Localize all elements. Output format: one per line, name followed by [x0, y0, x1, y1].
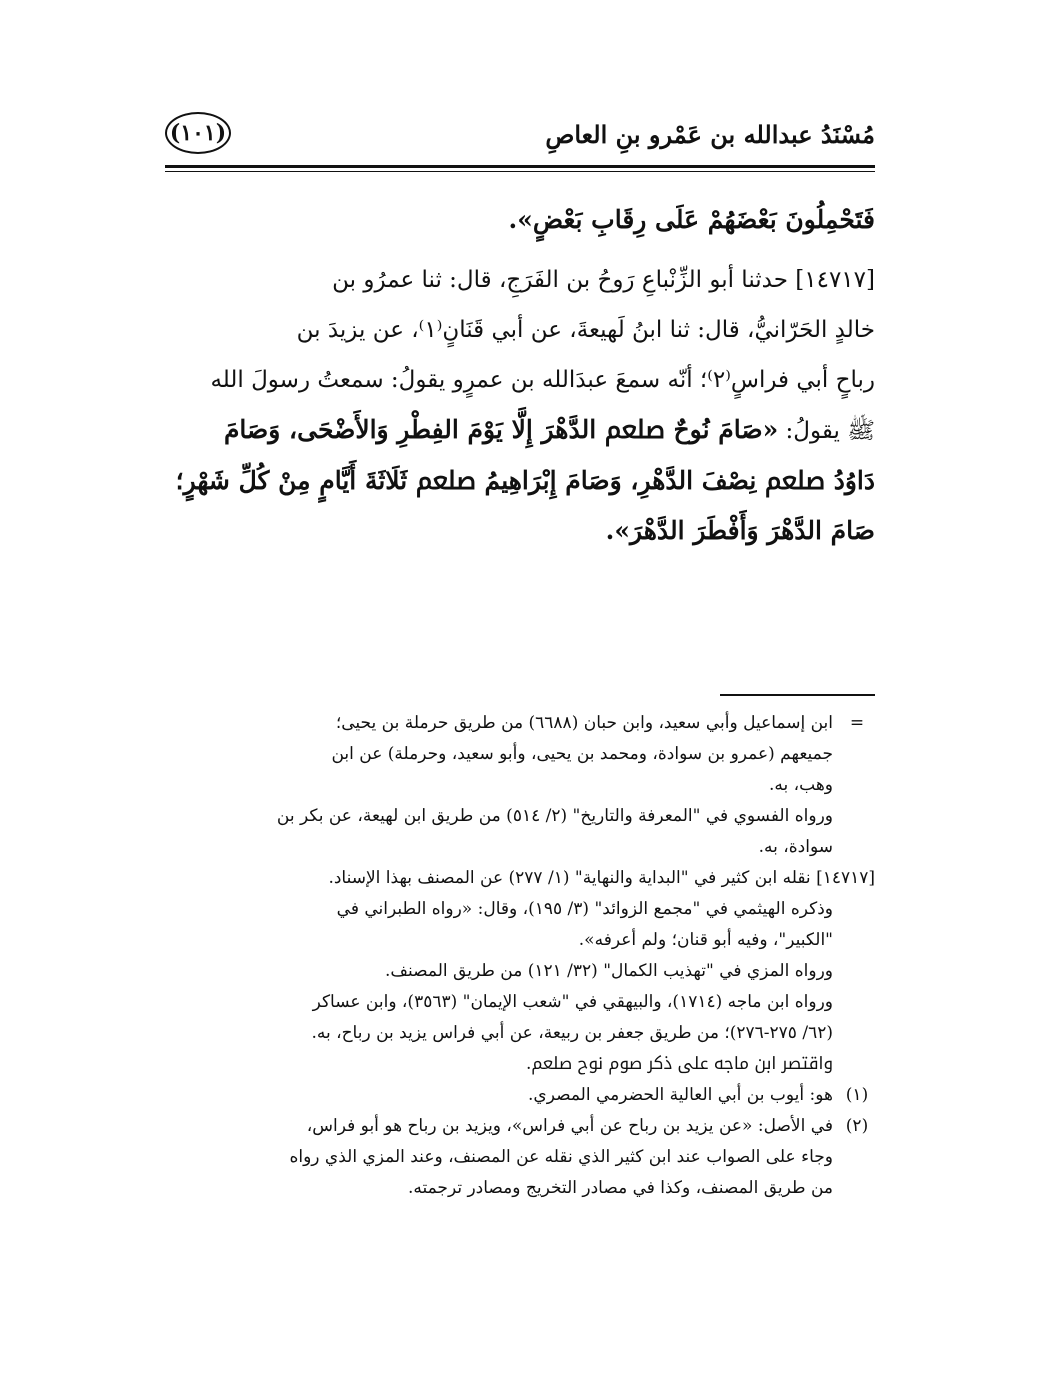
- running-title: مُسْنَدُ عبدالله بن عَمْرو بنِ العاصِ: [545, 120, 875, 149]
- footnote-1-text: هو: أيوب بن أبي العالية الحضرمي المصري.: [528, 1085, 833, 1105]
- hadith-line-mixed: [165, 405, 875, 456]
- continuation-marker: =: [849, 713, 865, 733]
- footnote-2: [165, 1111, 875, 1142]
- hadith-ending: فَتَحْمِلُونَ بَعْضَهُمْ عَلَى رِقَابِ بَعْضٍ».: [508, 205, 875, 234]
- paragraph-gap: [165, 245, 875, 255]
- hadith-matn-line: دَاوُدُ ﷵ نِصْفَ الدَّهْرِ، وَصَامَ إِبْرَاهِيمُ ﷵ ثَلَاثَةَ أَيَّامٍ مِنْ كُلِّ شَهْرٍ؛: [175, 466, 875, 495]
- footnotes: [165, 708, 875, 1204]
- main-text: [165, 195, 875, 556]
- takhrij-line: وذكره الهيثمي في "مجمع الزوائد" (٣/ ١٩٥)، وقال: «رواه الطبراني في: [336, 899, 833, 919]
- footnote-1-marker: (١): [845, 1085, 869, 1105]
- takhrij-line: ورواه ابن ماجه (١٧١٤)، والبيهقي في "شعب الإيمان" (٣٥٦٣)، وابن عساكر: [312, 992, 833, 1012]
- header-rule-thin: [165, 171, 875, 172]
- footnote-2-text: في الأصل: «عن يزيد بن رباح عن أبي فراس»، ويزيد بن رباح هو أبو فراس،: [306, 1116, 833, 1136]
- footnote-separator: [720, 694, 875, 696]
- footnote-line: [165, 708, 875, 739]
- hadith-line: رباحٍ أبي فراسٍ⁽٢⁾؛ أنّه سمعَ عبدَالله بن عمرٍو يقولُ: سمعتُ رسولَ الله: [210, 367, 875, 393]
- footnote-line: جميعهم (عمرو بن سوادة، ومحمد بن يحيى، وأبو سعيد، وحرملة) عن ابن: [331, 744, 833, 764]
- hadith-matn-start: «صَامَ نُوحٌ ﷵ الدَّهْرَ إِلَّا يَوْمَ الفِطْرِ وَالأَضْحَى، وَصَامَ: [223, 415, 779, 444]
- footnote-text: ابن إسماعيل وأبي سعيد، وابن حبان (٦٦٨٨) من طريق حرملة بن يحيى؛: [335, 713, 833, 733]
- hadith-line-prefix: ﷺ يقولُ:: [778, 418, 875, 444]
- takhrij-heading-line: [١٤٧١٧] نقله ابن كثير في "البداية والنهاية" (١/ ٢٧٧) عن المصنف بهذا الإسناد.: [328, 868, 875, 888]
- footnote-1: [165, 1080, 875, 1111]
- footnote-line: ورواه الفسوي في "المعرفة والتاريخ" (٢/ ٥١٤) من طريق ابن لهيعة، عن بكر بن: [276, 806, 833, 826]
- footnote-line: سوادة، به.: [758, 837, 833, 857]
- footnote-2-line: من طريق المصنف، وكذا في مصادر التخريج ومصادر ترجمته.: [407, 1178, 833, 1198]
- footnote-line: وهب، به.: [768, 775, 833, 795]
- page-number-badge: (١٠١): [165, 112, 231, 154]
- hadith-matn-end: صَامَ الدَّهْرَ وَأَفْطَرَ الدَّهْرَ».: [605, 516, 875, 545]
- takhrij-line: ورواه المزي في "تهذيب الكمال" (٣٢/ ١٢١) من طريق المصنف.: [385, 961, 833, 981]
- hadith-line: [١٤٧١٧] حدثنا أبو الزِّنْباعِ رَوحُ بن الفَرَجِ، قال: ثنا عمرُو بن: [332, 267, 875, 293]
- takhrij-line: واقتصر ابن ماجه على ذكر صوم نوح ﷵ.: [525, 1054, 833, 1074]
- page-header: [165, 112, 875, 162]
- footnote-2-marker: (٢): [845, 1116, 869, 1136]
- takhrij-line: (٦٢/ ٢٧٥-٢٧٦)؛ من طريق جعفر بن ربيعة، عن أبي فراس يزيد بن رباح، به.: [311, 1023, 833, 1043]
- header-rule-thick: [165, 165, 875, 168]
- hadith-line: خالدٍ الحَرّانيُّ، قال: ثنا ابنُ لَهيعةَ، عن أبي قَنَانٍ⁽١⁾، عن يزيدَ بن: [296, 317, 875, 343]
- footnote-2-line: وجاء على الصواب عند ابن كثير الذي نقله عن المصنف، وعند المزي الذي رواه: [289, 1147, 833, 1167]
- takhrij-line: "الكبير"، وفيه أبو قنان؛ ولم أعرفه».: [578, 930, 833, 950]
